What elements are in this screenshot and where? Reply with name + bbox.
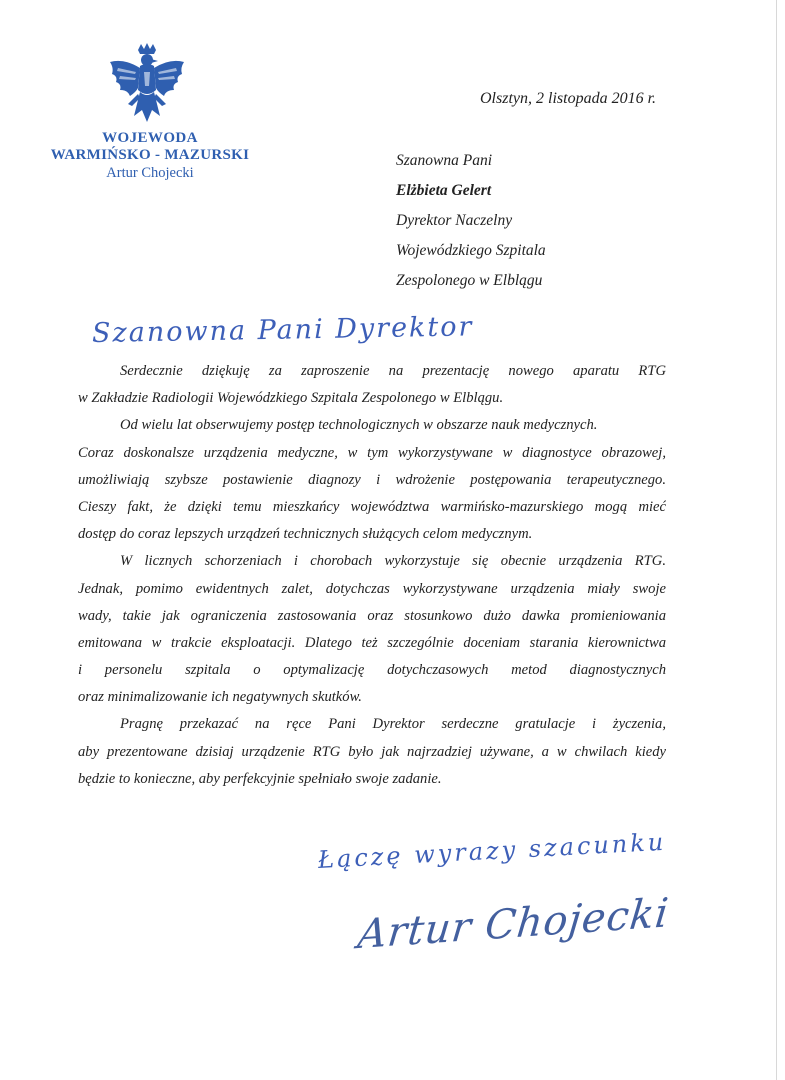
handwritten-signature: Artur Chojecki (355, 890, 672, 959)
body-line: Pragnę przekazać na ręce Pani Dyrektor serdeczne gratulacje i życzenia, (120, 716, 666, 733)
body-line: Od wielu lat obserwujemy postęp technologicznych w obszarze nauk medycznych. (120, 417, 598, 434)
office-header (40, 130, 260, 182)
polish-eagle-icon (104, 42, 190, 134)
body-line: oraz minimalizowanie ich negatywnych skutków. (78, 689, 362, 706)
body-line: dostęp do coraz lepszych urządzeń technicznych służących celom medycznym. (78, 526, 533, 543)
body-line: będzie to konieczne, aby perfekcyjnie spełniało swoje zadanie. (78, 770, 442, 787)
body-line: w Zakładzie Radiologii Wojewódzkiego Szpitala Zespolonego w Elblągu. (78, 390, 504, 407)
body-line: Serdecznie dziękuję za zaproszenie na prezentację nowego aparatu RTG (120, 363, 666, 379)
recipient-institution-1: Wojewódzkiego Szpitala (396, 242, 546, 259)
office-holder: Artur Chojecki (106, 165, 194, 181)
letter-date: Olsztyn, 2 listopada 2016 r. (480, 90, 657, 107)
body-line: Coraz doskonalsze urządzenia medyczne, w tym wykorzystywane w diagnostyce obrazowej, (78, 444, 666, 461)
body-line: W licznych schorzeniach i chorobach wykorzystuje się obecnie urządzenia RTG. (120, 553, 666, 570)
recipient-institution-2: Zespolonego w Elblągu (396, 272, 543, 289)
office-region: WARMIŃSKO - MAZURSKI (50, 147, 250, 163)
handwritten-salutation: Szanowna Pani Dyrektor (91, 311, 474, 349)
office-title: WOJEWODA (102, 130, 198, 146)
handwritten-closing: Łączę wyrazy szacunku (317, 827, 667, 874)
body-line: Cieszy fakt, że dzięki temu mieszkańcy województwa warmińsko-mazurskiego mogą mieć (78, 498, 666, 515)
scan-edge-line (776, 0, 777, 1080)
letter-body (78, 358, 666, 793)
body-line: wady, takie jak ograniczenia zastosowania oraz stosunkowo dużo dawka promieniowania (78, 607, 666, 624)
recipient-position: Dyrektor Naczelny (396, 212, 513, 229)
recipient-greeting: Szanowna Pani (396, 152, 493, 169)
body-line: emitowana w trakcie eksploatacji. Dlatego też szczególnie doceniam starania kierownictwa (78, 634, 666, 651)
body-line: aby prezentowane dzisiaj urządzenie RTG było jak najrzadziej używane, a w chwilach kiedy (78, 743, 666, 760)
recipient-block (396, 146, 546, 296)
recipient-name: Elżbieta Gelert (396, 182, 492, 199)
body-line: i personelu szpitala o optymalizację dotychczasowych metod diagnostycznych (78, 662, 666, 679)
body-line: Jednak, pomimo ewidentnych zalet, dotychczas wykorzystywane urządzenia miały swoje (78, 580, 666, 597)
body-line: umożliwiają szybsze postawienie diagnozy i wdrożenie postępowania terapeutycznego. (78, 471, 666, 488)
